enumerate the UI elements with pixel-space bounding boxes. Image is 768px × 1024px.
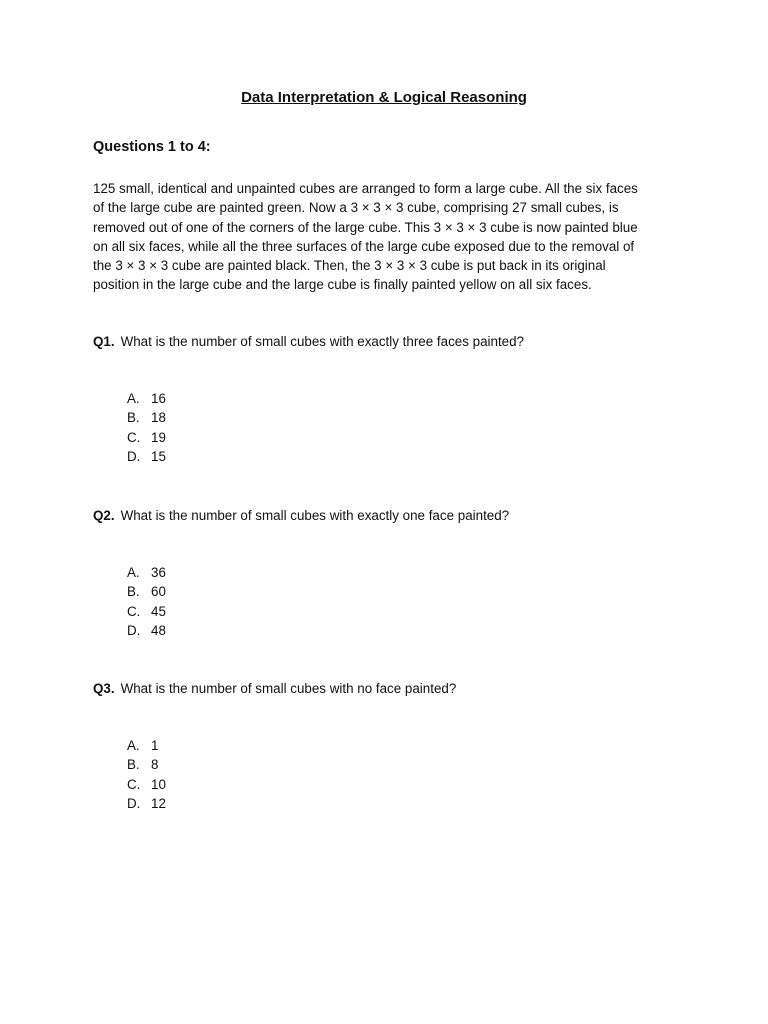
option-value: 36 [151,565,166,580]
passage-line: the 3 × 3 × 3 cube are painted black. Then, the 3 × 3 × 3 cube is put back in its original [93,258,606,274]
option-c [127,602,166,621]
option-letter: D. [127,623,141,639]
option-letter: B. [127,410,140,426]
question-text: What is the number of small cubes with no face painted? [120,681,457,696]
option-c [127,775,166,794]
option-letter: C. [127,603,141,619]
question-1 [93,334,524,349]
question-number: Q2. [93,508,115,523]
question-2-options [127,563,166,641]
option-value: 60 [151,584,166,600]
option-letter: D. [127,796,141,812]
option-value: 18 [151,410,166,426]
question-number: Q1. [93,334,115,349]
option-a [127,736,166,755]
option-value: 10 [151,776,166,792]
question-2 [93,508,509,523]
passage-line: position in the large cube and the large cube is finally painted yellow on all six faces. [93,277,592,293]
option-a [127,389,166,408]
option-letter: D. [127,449,141,465]
question-number: Q3. [93,681,115,696]
option-d [127,621,166,640]
question-3 [93,681,456,696]
option-b [127,408,166,427]
option-value: 19 [151,429,166,445]
passage-line: of the large cube are painted green. Now a 3 × 3 × 3 cube, comprising 27 small cubes, is [93,200,619,216]
option-value: 16 [151,391,166,406]
question-text: What is the number of small cubes with exactly one face painted? [120,508,510,523]
question-3-options [127,736,166,814]
option-value: 15 [151,449,166,465]
option-letter: B. [127,757,140,773]
option-d [127,447,166,466]
passage-line: on all six faces, while all the three surfaces of the large cube exposed due to the removal of [93,238,635,254]
section-heading: Questions 1 to 4: [93,139,211,155]
question-text: What is the number of small cubes with exactly three faces painted? [120,334,524,349]
option-b [127,582,166,601]
option-value: 12 [151,796,166,812]
page-title: Data Interpretation & Logical Reasoning [241,89,527,106]
passage [93,179,675,295]
option-value: 8 [151,757,159,773]
option-c [127,428,166,447]
option-value: 45 [151,603,166,619]
option-value: 48 [151,623,166,639]
option-letter: A. [127,738,140,753]
option-letter: B. [127,584,140,600]
option-letter: C. [127,429,141,445]
question-1-options [127,389,166,467]
option-letter: C. [127,776,141,792]
option-a [127,563,166,582]
option-value: 1 [151,738,159,753]
passage-line: 125 small, identical and unpainted cubes are arranged to form a large cube. All the six faces [93,181,638,196]
option-b [127,755,166,774]
option-letter: A. [127,391,140,406]
option-letter: A. [127,565,140,580]
passage-line: removed out of one of the corners of the large cube. This 3 × 3 × 3 cube is now painted blue [93,219,638,235]
option-d [127,794,166,813]
